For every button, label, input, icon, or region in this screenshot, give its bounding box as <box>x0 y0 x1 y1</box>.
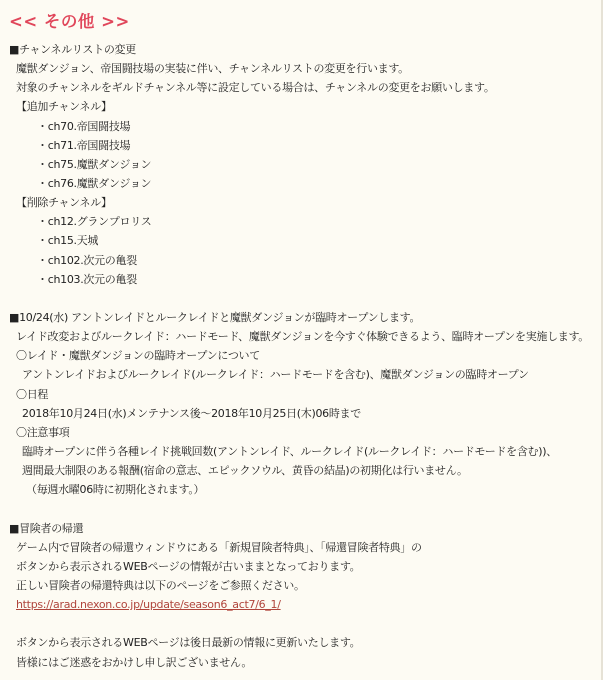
removed-channels-label: 【削除チャンネル】 <box>16 196 112 210</box>
notice-content <box>0 40 603 672</box>
raids-note-line: 週間最大制限のある報酬(宿命の意志、エピックソウル、黄昏の結晶)の初期化は行いません。 <box>22 464 468 478</box>
added-channel-item: ・ch70.帝国闘技場 <box>37 119 131 133</box>
raids-about-text: アントンレイドおよびルークレイド(ルークレイド：ハードモードを含む)、魔獣ダンジョンの臨時オープン <box>22 368 529 382</box>
removed-channel-item: ・ch102.次元の亀裂 <box>37 253 137 267</box>
raids-about-label: 〇レイド・魔獣ダンジョンの臨時オープンについて <box>16 349 260 363</box>
section-spacer <box>0 289 603 308</box>
removed-channel-item: ・ch12.グランプロリス <box>37 215 152 229</box>
channels-body-line: 魔獣ダンジョン、帝国闘技場の実装に伴い、チャンネルリストの変更を行います。 <box>16 62 409 76</box>
return-body-line: ボタンから表示されるWEBページの情報が古いままとなっております。 <box>16 559 361 573</box>
added-channel-item: ・ch71.帝国闘技場 <box>37 138 131 152</box>
channels-heading: ■チャンネルリストの変更 <box>9 43 136 56</box>
added-channel-item: ・ch75.魔獣ダンジョン <box>37 157 152 171</box>
section-spacer <box>0 614 603 633</box>
added-channel-item: ・ch76.魔獣ダンジョン <box>37 176 152 190</box>
page-title: << その他 >> <box>9 12 130 31</box>
removed-channel-item: ・ch103.次元の亀裂 <box>37 272 137 286</box>
added-channels-label: 【追加チャンネル】 <box>16 100 112 114</box>
raids-note-line: （毎週水曜06時に初期化されます。） <box>26 483 205 497</box>
removed-channel-item: ・ch15.天城 <box>37 234 99 248</box>
section-spacer <box>0 499 603 518</box>
raids-notes-label: 〇注意事項 <box>16 425 70 439</box>
return-body-line: 正しい冒険者の帰還特典は以下のページをご参照ください。 <box>16 578 305 592</box>
return-update-link[interactable]: https://arad.nexon.co.jp/update/season6_act7/6_1/ <box>16 598 281 612</box>
raids-schedule-text: 2018年10月24日(水)メンテナンス後～2018年10月25日(木)06時まで <box>22 406 361 420</box>
return-body-line: ゲーム内で冒険者の帰還ウィンドウにある「新規冒険者特典」、「帰還冒険者特典」の <box>16 540 422 554</box>
return-heading: ■冒険者の帰還 <box>9 521 84 535</box>
raids-heading: ■10/24(水) アントンレイドとルークレイドと魔獣ダンジョンが臨時オープンします。 <box>9 310 421 324</box>
raids-body: レイド改変およびルークレイド：ハードモード、魔獣ダンジョンを今すぐ体験できるよう、臨時オープンを実施します。 <box>16 330 590 344</box>
raids-schedule-label: 〇日程 <box>16 387 49 401</box>
raids-note-line: 臨時オープンに伴う各種レイド挑戦回数(アントンレイド、ルークレイド(ルークレイド：ハードモードを含む))、 <box>22 444 557 458</box>
return-closing-line: 皆様にはご迷惑をおかけし申し訳ございません。 <box>16 655 253 669</box>
return-closing-line: ボタンから表示されるWEBページは後日最新の情報に更新いたします。 <box>16 636 361 650</box>
channels-body-line: 対象のチャンネルをギルドチャンネル等に設定している場合は、チャンネルの変更をお願いします。 <box>16 81 495 95</box>
